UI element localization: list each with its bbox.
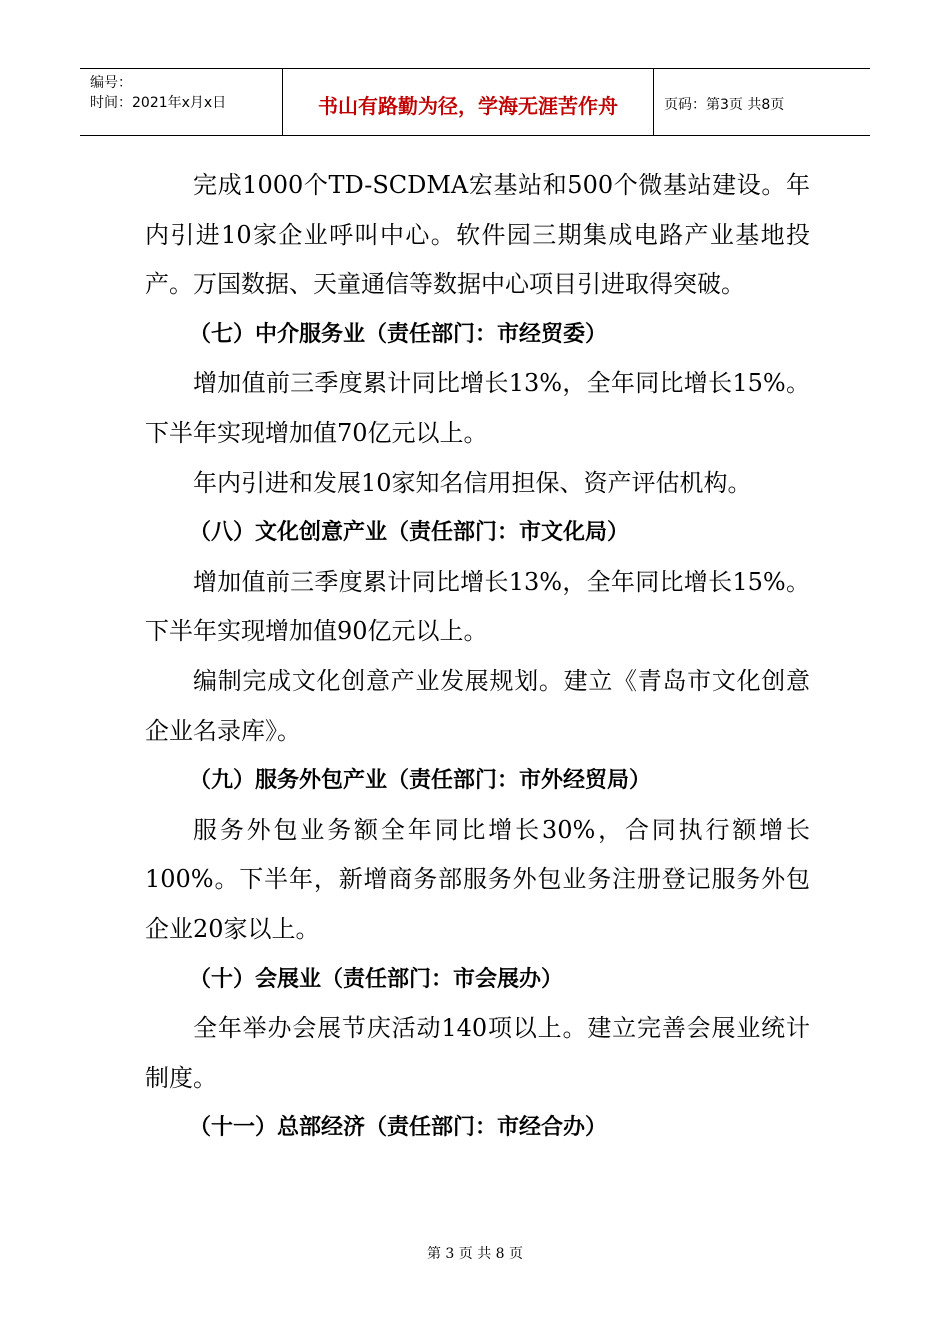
document-body: [145, 161, 810, 1153]
section-heading: （九）服务外包产业（责任部门：市外经贸局）: [189, 768, 652, 794]
header-meta: [80, 69, 282, 135]
section-heading: （八）文化创意产业（责任部门：市文化局）: [189, 520, 630, 546]
header-motto: 书山有路勤为径，学海无涯苦作舟: [282, 69, 654, 135]
document-date-label: 时间：2021年x月x日: [90, 95, 227, 111]
page-header: [80, 68, 870, 136]
body-paragraph: 年内引进和发展10家知名信用担保、资产评估机构。: [193, 468, 752, 497]
body-paragraph: 增加值前三季度累计同比增长13%，全年同比增长15%。下半年实现增加值90亿元以上。: [145, 567, 810, 646]
document-number-label: 编号：: [90, 75, 132, 91]
body-paragraph: 服务外包业务额全年同比增长30%，合同执行额增长100%。下半年，新增商务部服务外包业务注册登记服务外包企业20家以上。: [145, 815, 810, 943]
section-heading: （七）中介服务业（责任部门：市经贸委）: [189, 321, 608, 347]
section-heading: （十）会展业（责任部门：市会展办）: [189, 966, 564, 992]
page-footer: 第 3 页 共 8 页: [426, 1246, 524, 1262]
section-heading: （十一）总部经济（责任部门：市经合办）: [189, 1115, 608, 1141]
body-paragraph: 完成1000个TD-SCDMA宏基站和500个微基站建设。年内引进10家企业呼叫中心。软件园三期集成电路产业基地投产。万国数据、天童通信等数据中心项目引进取得突破。: [145, 171, 810, 299]
header-page-number: 页码：第3页 共8页: [664, 97, 785, 113]
body-paragraph: 全年举办会展节庆活动140项以上。建立完善会展业统计制度。: [145, 1014, 810, 1092]
body-paragraph: 增加值前三季度累计同比增长13%，全年同比增长15%。下半年实现增加值70亿元以上。: [145, 369, 810, 447]
body-paragraph: 编制完成文化创意产业发展规划。建立《青岛市文化创意企业名录库》。: [145, 666, 810, 745]
